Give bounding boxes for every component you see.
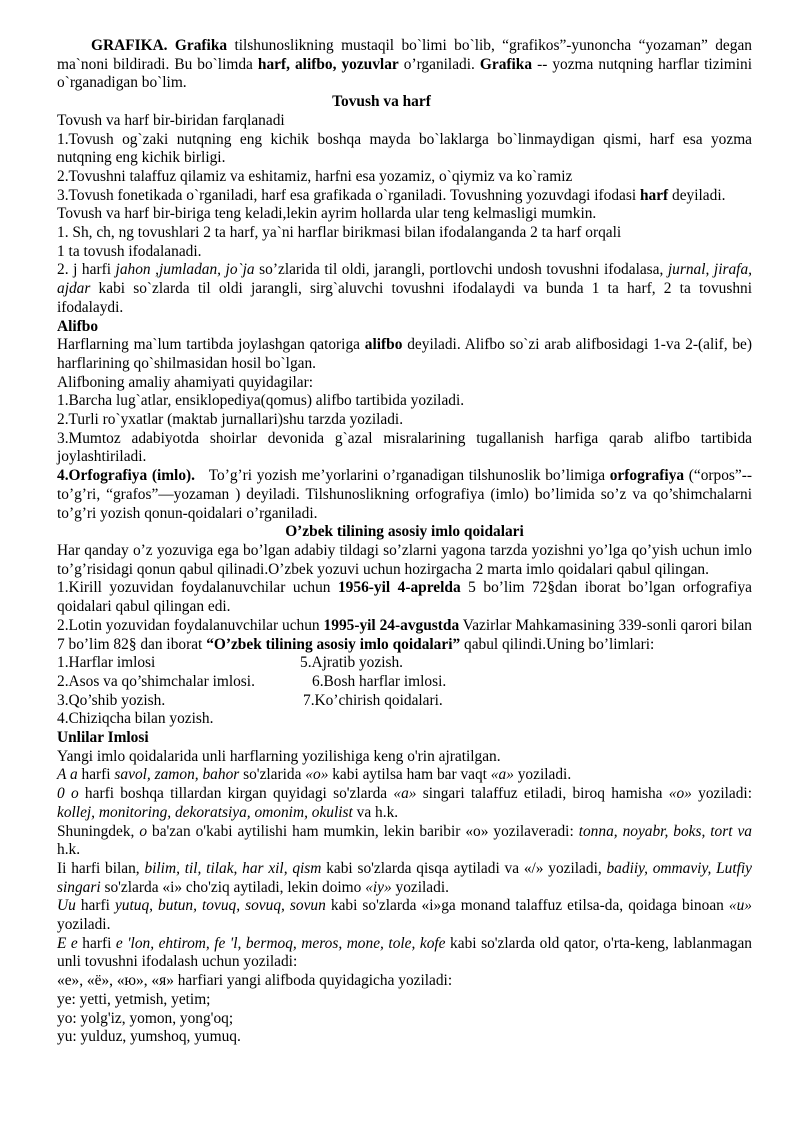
text-italic: jurnal, jirafa, ajdar xyxy=(57,261,752,298)
text-italic: «a» xyxy=(393,785,417,803)
text: To’g’ri yozish me’yorlarini o’rganadigan tilshunoslik bo’limiga xyxy=(195,467,610,485)
paragraph xyxy=(57,187,752,206)
text-italic: bilim, til, tilak, har xil, qism xyxy=(144,859,322,877)
paragraph xyxy=(57,823,752,860)
text-bold: orfografiya xyxy=(609,467,685,485)
paragraph xyxy=(57,785,752,822)
paragraph xyxy=(57,860,752,897)
text: harfi xyxy=(75,897,115,915)
text-italic: yutuq, butun, tovuq, sovuq, sovun xyxy=(114,897,326,915)
list-row xyxy=(57,654,752,673)
heading-text: O’zbek tilining asosiy imlo qoidalari xyxy=(285,523,524,541)
intro-paragraph xyxy=(57,37,752,93)
text-italic: Uu xyxy=(57,897,76,915)
heading-text: Tovush va harf xyxy=(332,93,431,111)
text-italic: jahon ,jumladan, jo`ja xyxy=(115,261,255,279)
paragraph: 1.Barcha lug`atlar, ensiklopediya(qomus) alifbo tartibida yoziladi. xyxy=(57,392,465,410)
paragraph xyxy=(57,897,752,934)
document-body xyxy=(57,37,752,1047)
paragraph: 3.Mumtoz adabiyotda shoirlar devonida g`azal misralarining tugallanish harfiga qarab alifbo tartibida joylashtiriladi. xyxy=(57,429,752,466)
paragraph: Yangi imlo qoidalarida unli harflarning yozilishiga keng o'rin ajratilgan. xyxy=(57,747,501,765)
text: kabi so'zlarda qisqa aytiladi va «/» yoziladi, xyxy=(321,859,607,877)
section-heading-imlo xyxy=(57,523,752,542)
paragraph xyxy=(57,617,752,654)
text: yoziladi. xyxy=(391,878,449,896)
paragraph xyxy=(57,935,752,972)
text: so'zlarda «i» cho'ziq aytiladi, lekin doimo xyxy=(100,878,366,896)
list-item: 3.Qo’shib yozish. xyxy=(57,691,166,709)
text: (“orpos”-- to’g’ri, “grafos”—yozaman ) deyiladi. Tilshunoslikning orfografiya (imlo) bo’limida so’z va qo’shimchalarni to’g’ri yozish qonun-qoidalari o’rganiladi. xyxy=(57,467,752,522)
text: -- yozma nutqning harflar tizimini o`rganadigan bo`lim. xyxy=(57,55,753,92)
list-item: 5.Ajratib yozish. xyxy=(300,654,404,672)
text: harfi boshqa tillardan kirgan quyidagi so'zlarda xyxy=(78,785,394,803)
paragraph: Tovush va harf bir-biriga teng keladi,lekin ayrim hollarda ular teng kelmasligi mumkin. xyxy=(57,205,597,223)
text-bold: “O’zbek tilining asosiy imlo qoidalari” xyxy=(206,635,461,653)
text-bold: 1995-yil 24-avgustda xyxy=(323,616,460,634)
text: Vazirlar Mahkamasining 339-sonli qarori bilan 7 bo’lim 82§ dan iborat xyxy=(57,616,752,653)
heading-text: Alifbo xyxy=(57,317,99,335)
paragraph xyxy=(57,579,752,616)
list-row xyxy=(57,692,752,711)
text-italic: «o» xyxy=(305,766,329,784)
text-italic: tonna, noyabr, boks, tort va xyxy=(578,822,752,840)
text-italic: 0 o xyxy=(57,785,79,803)
list-item: 2.Asos va qo’shimchalar imlosi. xyxy=(57,672,255,690)
paragraph: yo: yolg'iz, yomon, yong'oq; xyxy=(57,1009,234,1027)
paragraph: ye: yetti, yetmish, yetim; xyxy=(57,990,211,1008)
text: so'zlarida xyxy=(239,766,306,784)
text: deyiladi. xyxy=(668,186,726,204)
paragraph xyxy=(57,766,752,785)
paragraph: 2.Turli ro`yxatlar (maktab jurnallari)shu tarzda yoziladi. xyxy=(57,411,404,429)
paragraph: Tovush va harf bir-biridan farqlanadi xyxy=(57,111,285,129)
text: va h.k. xyxy=(352,803,399,821)
paragraph: 1.Tovush og`zaki nutqning eng kichik boshqa mayda bo`laklarga bo`linmaydigan qismi, harf esa yozma nutqning eng kichik birligi. xyxy=(57,130,752,167)
intro-term: GRAFIKA. Grafika xyxy=(91,37,228,54)
text: 2.Lotin yozuvidan foydalanuvchilar uchun xyxy=(57,616,324,634)
section-heading-tovush xyxy=(57,93,752,112)
list-row xyxy=(57,710,752,729)
text-italic: «a» xyxy=(490,766,514,784)
text-italic: savol, zamon, bahor xyxy=(114,766,240,784)
text: harfi xyxy=(77,934,116,952)
text-bold: harf xyxy=(639,186,669,204)
list-item: 7.Ko’chirish qoidalari. xyxy=(303,691,443,709)
text: qabul qilindi.Uning bo’limlari: xyxy=(460,635,655,653)
text: yoziladi: xyxy=(691,785,752,803)
list-item: 6.Bosh harflar imlosi. xyxy=(312,672,447,690)
text: h.k. xyxy=(57,841,81,859)
paragraph xyxy=(57,336,752,373)
sections-list xyxy=(57,654,752,729)
text-italic: badiiy, ommaviy, Lutfiy singari xyxy=(57,859,752,896)
text-bold: alifbo xyxy=(364,336,403,354)
text: 5 bo’lim 72§dan iborat bo’lgan orfografiya qoidalari qabul qilingan edi. xyxy=(57,579,752,616)
list-item: 1.Harflar imlosi xyxy=(57,654,156,672)
text-bold: Grafika xyxy=(479,55,533,73)
paragraph: 1. Sh, ch, ng tovushlari 2 ta harf, ya`ni harflar birikmasi bilan ifodalanganda 2 ta harf orqali xyxy=(57,224,622,242)
text-bold: 1956-yil 4-aprelda xyxy=(337,579,461,597)
list-item: 4.Chiziqcha bilan yozish. xyxy=(57,710,214,728)
text: harfi xyxy=(77,766,115,784)
text: kabi so'zlarda old qator, o'rta-keng, lablanmagan unli tovushni ifodalash uchun yoziladi: xyxy=(57,934,752,971)
text-bold: 4.Orfografiya (imlo). xyxy=(57,467,196,485)
text-italic: e 'lon, ehtirom, fe 'l, bermoq, meros, mone, tole, kofe xyxy=(115,934,446,952)
text: kabi aytilsa ham bar vaqt xyxy=(328,766,491,784)
text-bold: harf, alifbo, yozuvlar xyxy=(257,55,399,73)
text: so’zlarida til oldi, jarangli, portlovchi undosh tovushni ifodalasa, xyxy=(254,261,668,279)
text-italic: «iy» xyxy=(365,878,392,896)
text-italic: «u» xyxy=(728,897,752,915)
paragraph xyxy=(57,261,752,317)
paragraph: yu: yulduz, yumshoq, yumuq. xyxy=(57,1028,241,1046)
text-italic: E e xyxy=(57,934,78,952)
paragraph: 2.Tovushni talaffuz qilamiz va eshitamiz, harfni esa yozamiz, o`qiymiz va ko`ramiz xyxy=(57,167,573,185)
text: Shuningdek, xyxy=(57,822,140,840)
paragraph: «е», «ё», «ю», «я» harfiari yangi alifboda quyidagicha yoziladi: xyxy=(57,972,453,990)
text: harfi bilan, xyxy=(66,859,145,877)
text-italic: kollej, monitoring, dekoratsiya, omonim, okulist xyxy=(57,803,353,821)
text: 1.Kirill yozuvidan foydalanuvchilar uchun xyxy=(57,579,338,597)
text: ba'zan o'kabi aytilishi ham mumkin, lekin baribir «o» yozilaveradi: xyxy=(147,822,579,840)
text: 2. j harfi xyxy=(57,261,116,279)
section-heading-unlilar xyxy=(57,729,752,748)
text: 3.Tovush fonetikada o`rganiladi, harf esa grafikada o`rganiladi. Tovushning yozuvdagi ifodasi xyxy=(57,186,640,204)
paragraph: 1 ta tovush ifodalanadi. xyxy=(57,242,202,260)
text-italic: «o» xyxy=(668,785,692,803)
text: kabi so'zlarda «i»ga monand talaffuz etilsa-da, qoidaga binoan xyxy=(325,897,729,915)
paragraph: Har qanday o’z yozuviga ega bo’lgan adabiy tildagi so’zlarni yagona tarzda yozishni yo’lga qo’yish uchun imlo to’g’risidagi qonun qabul qilinadi.O’zbek yozuvi uchun hozirgacha 2 marta imlo qoidalari qabul qilingan. xyxy=(57,541,752,578)
paragraph: Alifboning amaliy ahamiyati quyidagilar: xyxy=(57,373,314,391)
text: singari talaffuz etiladi, biroq hamisha xyxy=(416,785,669,803)
text: kabi so`zlarda til oldi jarangli, sirg`aluvchi tovushni ifodalaydi va bunda 1 ta harf, 2 ta tovushni ifodalaydi. xyxy=(57,280,752,316)
text-italic: A a xyxy=(57,766,78,784)
text: yoziladi. xyxy=(57,916,111,934)
text-italic: o xyxy=(139,822,148,840)
section-heading-alifbo xyxy=(57,318,752,337)
text: Harflarning ma`lum tartibda joylashgan qatoriga xyxy=(57,336,365,354)
paragraph xyxy=(57,467,752,523)
heading-text: Unlilar Imlosi xyxy=(57,729,149,747)
text: yoziladi. xyxy=(513,766,572,784)
list-row xyxy=(57,673,752,692)
text: o’rganiladi. xyxy=(398,55,480,73)
text: tilshunoslikning mustaqil bo`limi bo`lib, “grafikos”-yunoncha “yozaman” degan ma`noni bildiradi. Bu bo`limda xyxy=(57,37,752,73)
text: Ii xyxy=(57,859,67,877)
text: deyiladi. Alifbo so`zi arab alifbosidagi 1-va 2-(alif, be) harflarining qo`shilmasidan hosil bo`lgan. xyxy=(57,336,752,372)
